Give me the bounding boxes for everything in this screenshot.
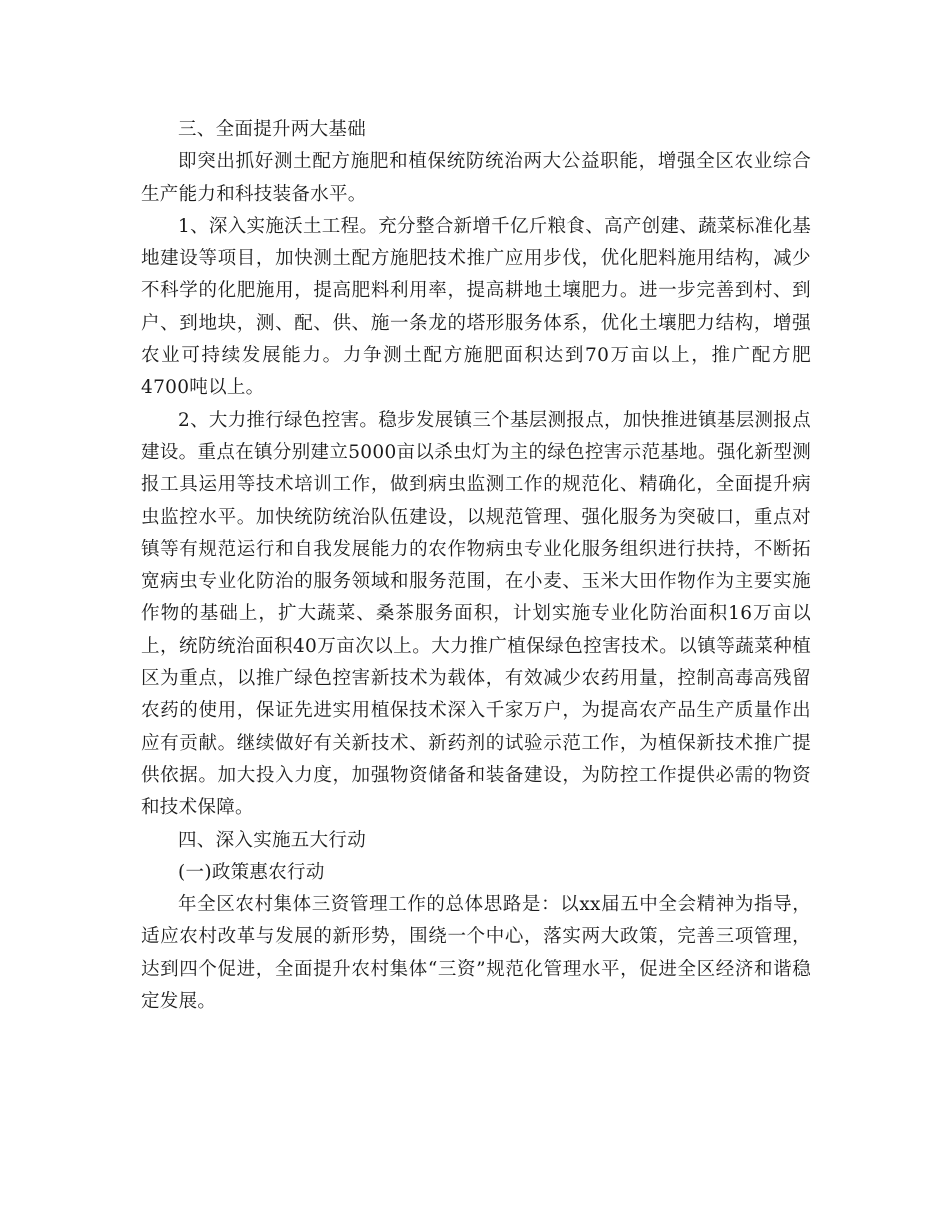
paragraph-policy: 年全区农村集体三资管理工作的总体思路是：以xx届五中全会精神为指导，适应农村改革与发展的新形势，围绕一个中心，落实两大政策，完善三项管理，达到四个促进，全面提升农村集体“三资”规范化管理水平，促进全区经济和谐稳定发展。 [141, 894, 811, 1013]
section-heading-4: 四、深入实施五大行动 [178, 829, 367, 851]
document-body [141, 114, 811, 1018]
subsection-heading-1: (一)政策惠农行动 [178, 861, 325, 883]
section-heading-3: 三、全面提升两大基础 [178, 119, 367, 140]
paragraph-intro: 即突出抓好测土配方施肥和植保统防统治两大公益职能，增强全区农业综合生产能力和科技装备水平。 [141, 151, 811, 205]
paragraph-item-2: 2、大力推行绿色控害。稳步发展镇三个基层测报点，加快推进镇基层测报点建设。重点在镇分别建立5000亩以杀虫灯为主的绿色控害示范基地。强化新型测报工具运用等技术培训工作，做到病虫监测工作的规范化、精确化，全面提升病虫监控水平。加快统防统治队伍建设，以规范管理、强化服务为突破口，重点对镇等有规范运行和自我发展能力的农作物病虫专业化服务组织进行扶持，不断拓宽病虫专业化防治的服务领域和服务范围，在小麦、玉米大田作物作为主要实施作物的基础上，扩大蔬菜、桑茶服务面积，计划实施专业化防治面积16万亩以上，统防统治面积40万亩次以上。大力推广植保绿色控害技术。以镇等蔬菜种植区为重点，以推广绿色控害新技术为载体，有效减少农药用量，控制高毒高残留农药的使用，保证先进实用植保技术深入千家万户，为提高农产品生产质量作出应有贡献。继续做好有关新技术、新药剂的试验示范工作，为植保新技术推广提供依据。加大投入力度，加强物资储备和装备建设，为防控工作提供必需的物资和技术保障。 [141, 409, 811, 819]
paragraph-item-1: 1、深入实施沃土工程。充分整合新增千亿斤粮食、高产创建、蔬菜标准化基地建设等项目，加快测土配方施肥技术推广应用步伐，优化肥料施用结构，减少不科学的化肥施用，提高肥料利用率，提高耕地土壤肥力。进一步完善到村、到户、到地块，测、配、供、施一条龙的塔形服务体系，优化土壤肥力结构，增强农业可持续发展能力。力争测土配方施肥面积达到70万亩以上，推广配方肥4700吨以上。 [141, 215, 811, 399]
